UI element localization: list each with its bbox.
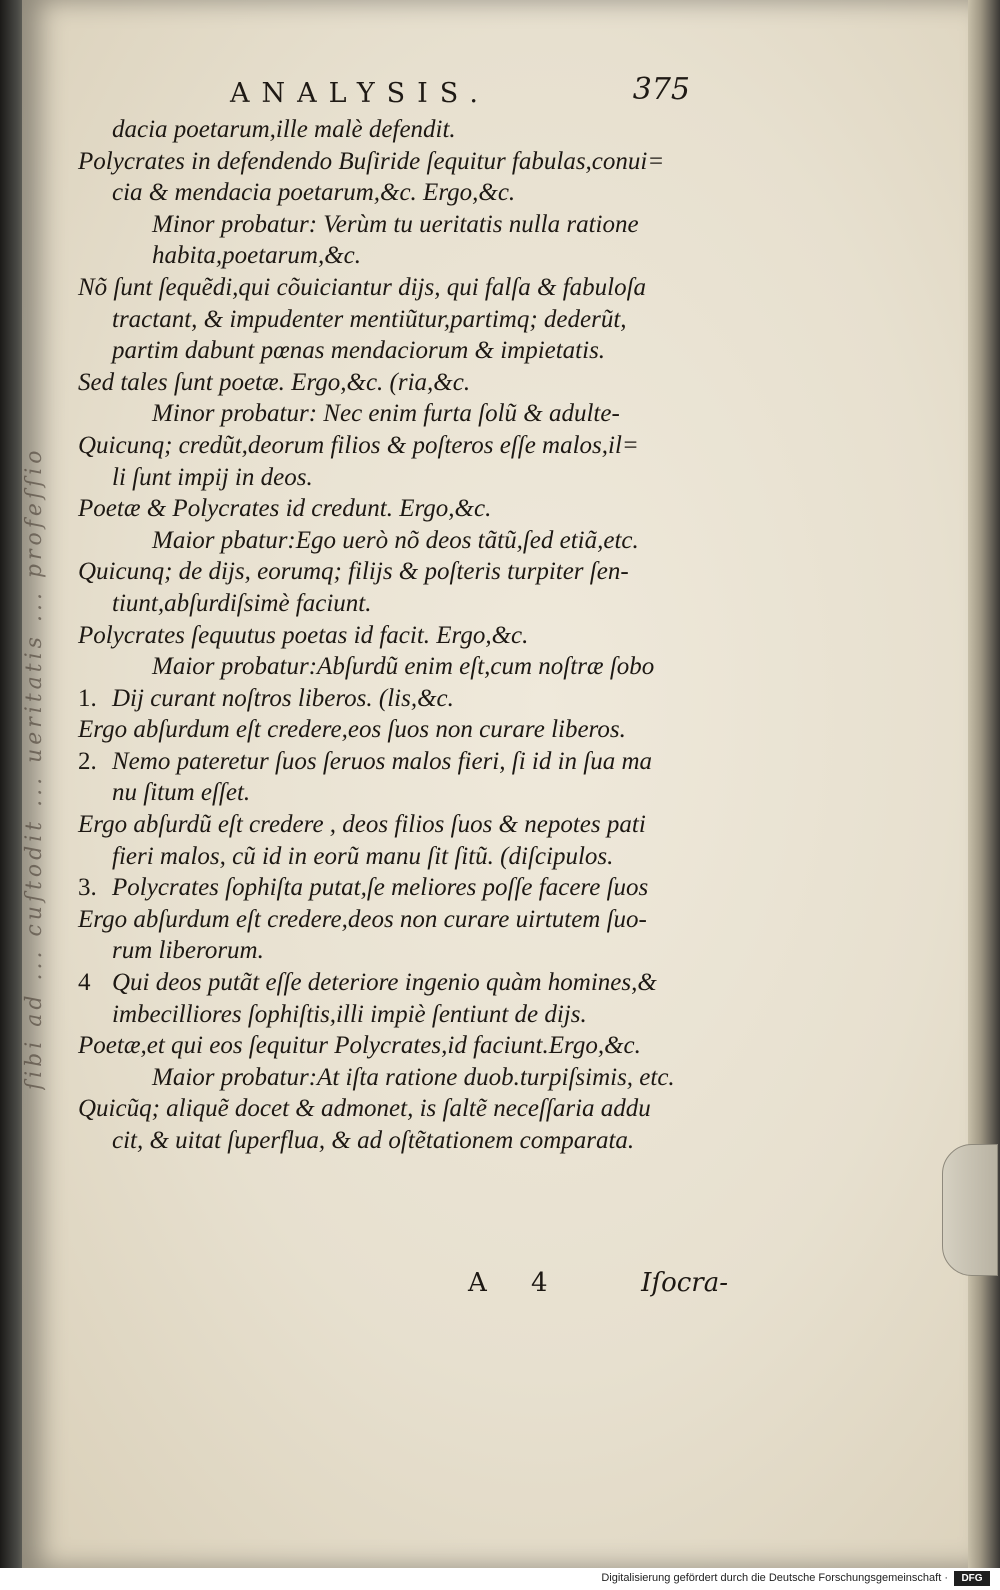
text-line: [78, 935, 718, 967]
line-text: cit, & uitat ſuperflua, & ad oſtẽtationem comparata.: [112, 1127, 635, 1154]
text-line: [78, 367, 718, 399]
text-line: [78, 999, 718, 1031]
text-line: [78, 398, 718, 430]
catchword: Iſocra-: [641, 1268, 728, 1298]
line-text: Minor probatur: Verùm tu ueritatis nulla ratione: [152, 210, 639, 238]
line-text: Qui deos putãt eſſe deteriore ingenio quàm homines,&: [112, 969, 657, 997]
line-number: 4: [78, 969, 91, 997]
page-number: 375: [632, 72, 690, 107]
text-line: [78, 146, 718, 178]
line-number: 1.: [78, 684, 97, 712]
line-text: Nemo pateretur ſuos ſeruos malos fieri, ſi id in ſua ma: [112, 747, 653, 775]
line-text: fieri malos, cũ id in eorũ manu ſit ſitũ. (diſcipulos.: [112, 842, 614, 870]
text-line: [78, 335, 718, 367]
text-line: [78, 967, 718, 999]
line-number: 3.: [78, 874, 97, 902]
text-line: [78, 462, 718, 494]
text-line: [78, 1062, 718, 1094]
line-text: tractant, & impudenter mentiũtur,partimq; dederũt,: [112, 305, 627, 333]
text-line: [78, 525, 718, 557]
text-line: [78, 841, 718, 873]
text-line: [78, 430, 718, 462]
line-text: li ſunt impij in deos.: [112, 463, 313, 491]
line-text: Poetæ,et qui eos ſequitur Polycrates,id faciunt.Ergo,&c.: [78, 1032, 641, 1060]
text-line: [78, 588, 718, 620]
line-text: Maior probatur:Abſurdũ enim eſt,cum noſtræ ſobo: [152, 653, 655, 681]
line-text: partim dabunt pœnas mendaciorum & impietatis.: [112, 337, 606, 365]
line-text: imbecilliores ſophiſtis,illi impiè ſentiunt de dijs.: [112, 1000, 587, 1028]
line-text: Ergo abſurdum eſt credere,eos ſuos non curare liberos.: [78, 716, 626, 744]
page-footer: [468, 1268, 728, 1304]
text-line: [78, 777, 718, 809]
line-text: Dij curant noſtros liberos. (lis,&c.: [112, 684, 454, 712]
dfg-logo: DFG: [954, 1571, 990, 1586]
line-text: Nõ ſunt ſequẽdi,qui cõuiciantur dijs, qui falſa & fabuloſa: [78, 273, 647, 301]
line-text: nu ſitum eſſet.: [112, 779, 251, 807]
text-block: [78, 114, 718, 1157]
footer-bar: [0, 1568, 1000, 1590]
text-line: [78, 114, 718, 146]
text-line: [78, 240, 718, 272]
text-line: [78, 177, 718, 209]
text-line: [78, 556, 718, 588]
footer-credit: Digitalisierung gefördert durch die Deutsche Forschungsgemeinschaft ·: [601, 1572, 948, 1584]
line-text: tiunt,abſurdiſsimè faciunt.: [112, 589, 372, 617]
line-text: cia & mendacia poetarum,&c. Ergo,&c.: [112, 179, 516, 207]
line-text: Polycrates in defendendo Buſiride ſequitur fabulas,conui=: [78, 147, 665, 175]
signature-mark: A 4: [468, 1268, 566, 1298]
text-line: [78, 1030, 718, 1062]
line-text: Quicũq; aliquẽ docet & admonet, is ſaltẽ neceſſaria addu: [78, 1095, 651, 1123]
text-line: [78, 746, 718, 778]
page-header: [230, 72, 690, 118]
line-text: Poetæ & Polycrates id credunt. Ergo,&c.: [78, 495, 492, 523]
text-line: [78, 620, 718, 652]
bleed-through-text: ſibi ad ... cuſtodit ... ueritatis ... profeſſio: [22, 446, 47, 1090]
text-line: [78, 209, 718, 241]
line-text: dacia poetarum,ille malè defendit.: [112, 116, 456, 143]
line-text: Maior pbatur:Ego uerò nõ deos tãtũ,ſed etiã,etc.: [152, 526, 639, 554]
line-text: Ergo abſurdũ eſt credere , deos filios ſuos & nepotes pati: [78, 811, 646, 839]
text-line: [78, 683, 718, 715]
line-text: rum liberorum.: [112, 937, 264, 965]
line-text: Polycrates ſequutus poetas id facit. Ergo,&c.: [78, 621, 529, 649]
text-line: [78, 809, 718, 841]
text-line: [78, 304, 718, 336]
line-text: Quicunq; de dijs, eorumq; filijs & poſteris turpiter ſen-: [78, 558, 629, 586]
text-line: [78, 714, 718, 746]
text-line: [78, 493, 718, 525]
text-line: [78, 904, 718, 936]
text-line: [78, 651, 718, 683]
running-head: ANALYSIS.: [230, 78, 490, 109]
line-text: habita,poetarum,&c.: [152, 242, 362, 270]
text-line: [78, 272, 718, 304]
page-edge: [968, 0, 1000, 1568]
line-text: Polycrates ſophiſta putat,ſe meliores poſſe facere ſuos: [112, 874, 649, 902]
line-text: Maior probatur:At iſta ratione duob.turpiſsimis, etc.: [152, 1063, 675, 1091]
text-line: [78, 872, 718, 904]
line-text: Minor probatur: Nec enim furta ſolũ & adulte-: [152, 400, 620, 428]
book-clip: [942, 1144, 998, 1276]
line-text: Quicunq; credũt,deorum filios & poſteros eſſe malos,il=: [78, 431, 639, 459]
line-number: 2.: [78, 747, 97, 775]
text-line: [78, 1125, 718, 1157]
line-text: Sed tales ſunt poetæ. Ergo,&c. (ria,&c.: [78, 368, 471, 396]
text-line: [78, 1093, 718, 1125]
line-text: Ergo abſurdum eſt credere,deos non curare uirtutem ſuo-: [78, 905, 647, 933]
